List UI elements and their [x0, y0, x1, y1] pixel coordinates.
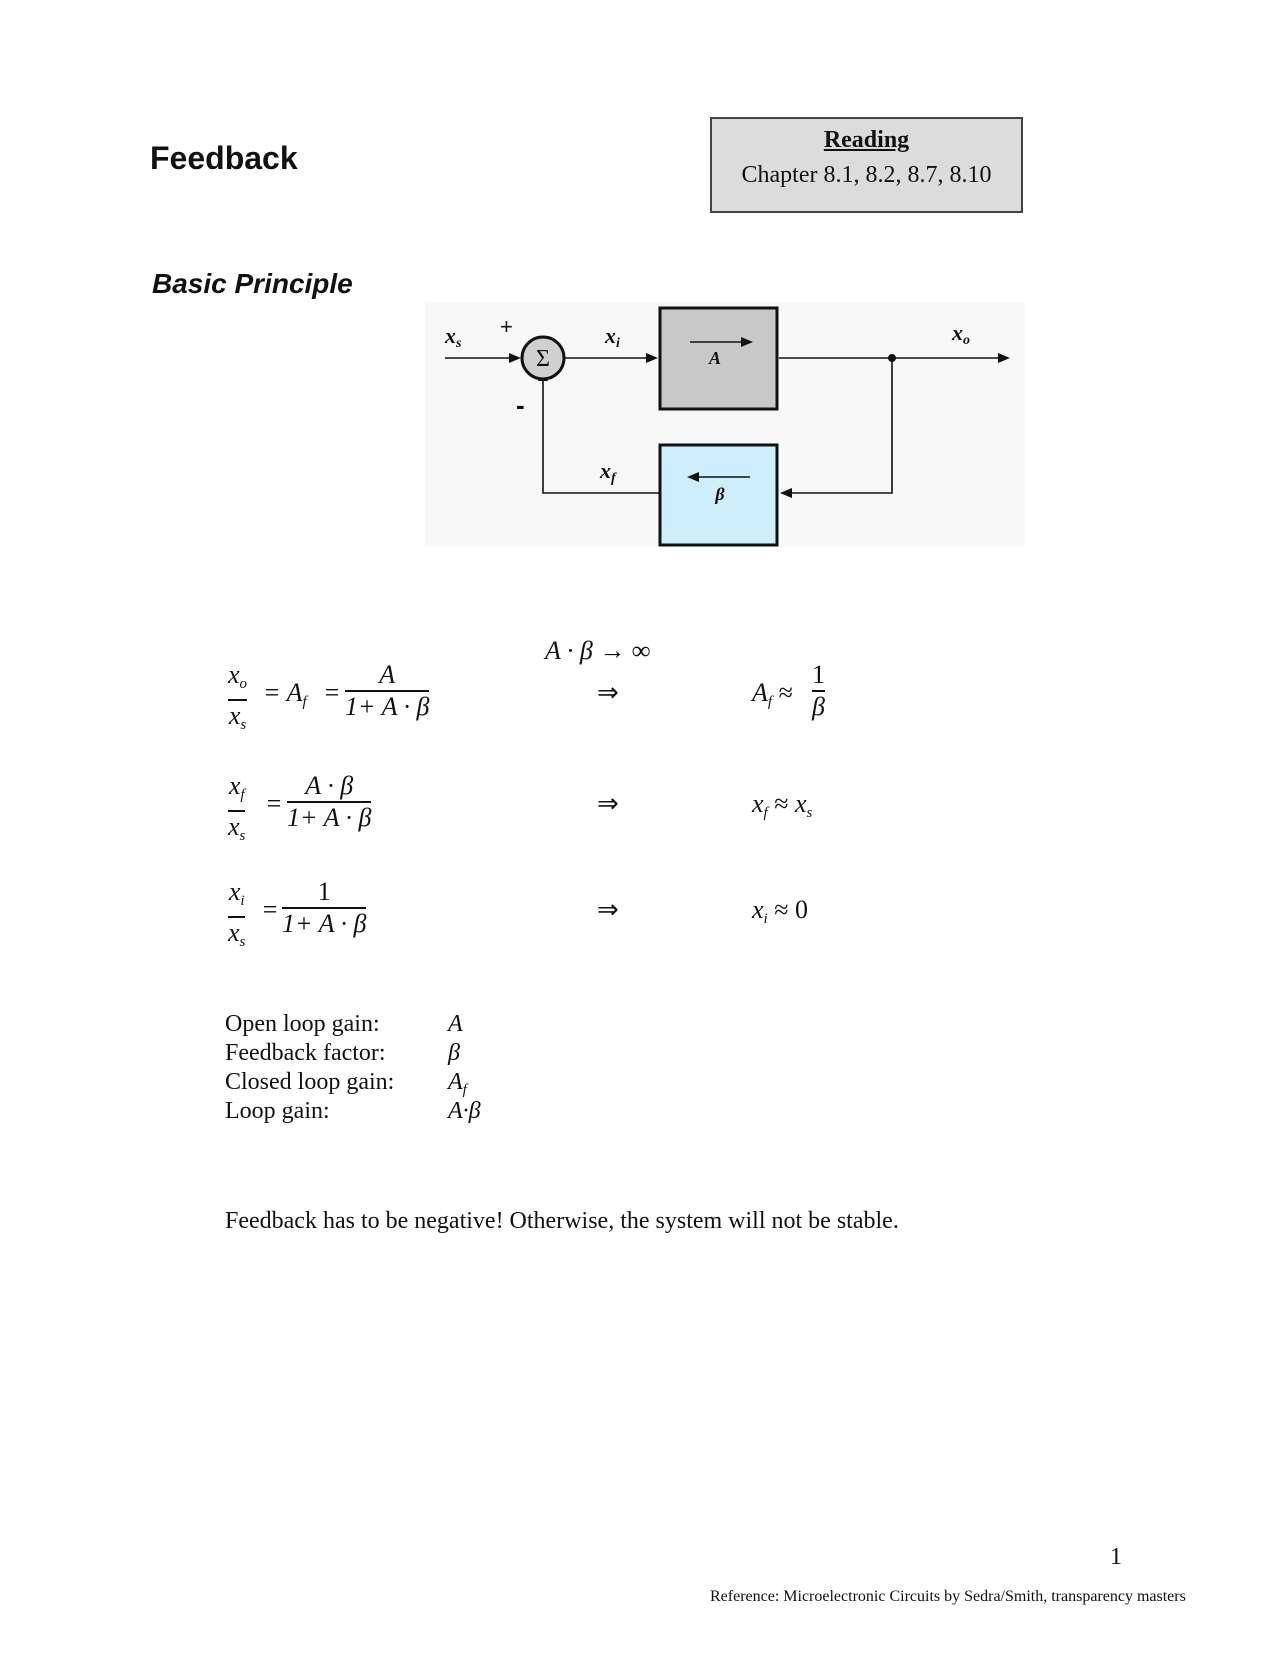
stability-remark: Feedback has to be negative! Otherwise, the system will not be stable. [225, 1208, 899, 1234]
eq2-rhs-fraction: A · β 1+ A · β [287, 771, 372, 832]
reading-box [710, 117, 1023, 213]
xo-label: xo [952, 320, 970, 348]
reading-heading: Reading [823, 127, 910, 153]
limit-condition: A · β → ∞ [545, 636, 651, 665]
eq2-equals: = [265, 789, 283, 818]
eq1-result: $A_f$ ≈ [752, 678, 793, 710]
amplifier-label: A [708, 348, 722, 368]
definition-label: Loop gain: [225, 1098, 330, 1124]
eq2-result: $x_f \approx x_s$ [752, 789, 813, 821]
eq1-rhs-fraction: A 1+ A · β [345, 660, 430, 721]
eq3-implies: ⇒ [597, 895, 619, 924]
eq3-equals: = [261, 895, 279, 924]
xf-label: xf [600, 458, 616, 486]
eq1-result-fraction: 1 β [812, 660, 825, 721]
xs-label: xs [445, 323, 462, 351]
definition-label: Open loop gain: [225, 1011, 380, 1037]
definition-value: A·β [448, 1098, 481, 1124]
xi-label: xi [605, 323, 620, 351]
eq1-af: = $A_f$ [263, 678, 307, 710]
section-title: Basic Principle [152, 268, 353, 299]
definition-label: Closed loop gain: [225, 1069, 395, 1095]
definition-value: β [448, 1040, 460, 1066]
eq2-implies: ⇒ [597, 789, 619, 818]
definition-value: A [448, 1011, 463, 1037]
definition-value: $A_f$ [448, 1069, 467, 1098]
document-title: Feedback [150, 140, 298, 176]
sum-symbol: Σ [536, 346, 550, 372]
definition-label: Feedback factor: [225, 1040, 386, 1066]
plus-sign: + [500, 314, 513, 339]
eq3-rhs-fraction: 1 1+ A · β [282, 877, 367, 938]
reading-chapters: Chapter 8.1, 8.2, 8.7, 8.10 [741, 162, 992, 188]
feedback-block-diagram [425, 302, 1025, 547]
eq1-equals: = [323, 678, 341, 707]
minus-sign: - [516, 390, 525, 420]
eq1-implies: ⇒ [597, 678, 619, 707]
page-number: 1 [1110, 1544, 1122, 1570]
eq3-lhs-fraction: $x_i$ $x_s$ [228, 877, 246, 950]
eq1-lhs-fraction: $x_o$ $x_s$ [228, 660, 248, 733]
reference-note: Reference: Microelectronic Circuits by Sedra/Smith, transparency masters [710, 1588, 1186, 1605]
eq3-result: $x_i \approx 0$ [752, 895, 808, 927]
beta-label: β [715, 484, 725, 504]
eq2-lhs-fraction: $x_f$ $x_s$ [228, 771, 246, 844]
pickoff-node [888, 354, 896, 362]
